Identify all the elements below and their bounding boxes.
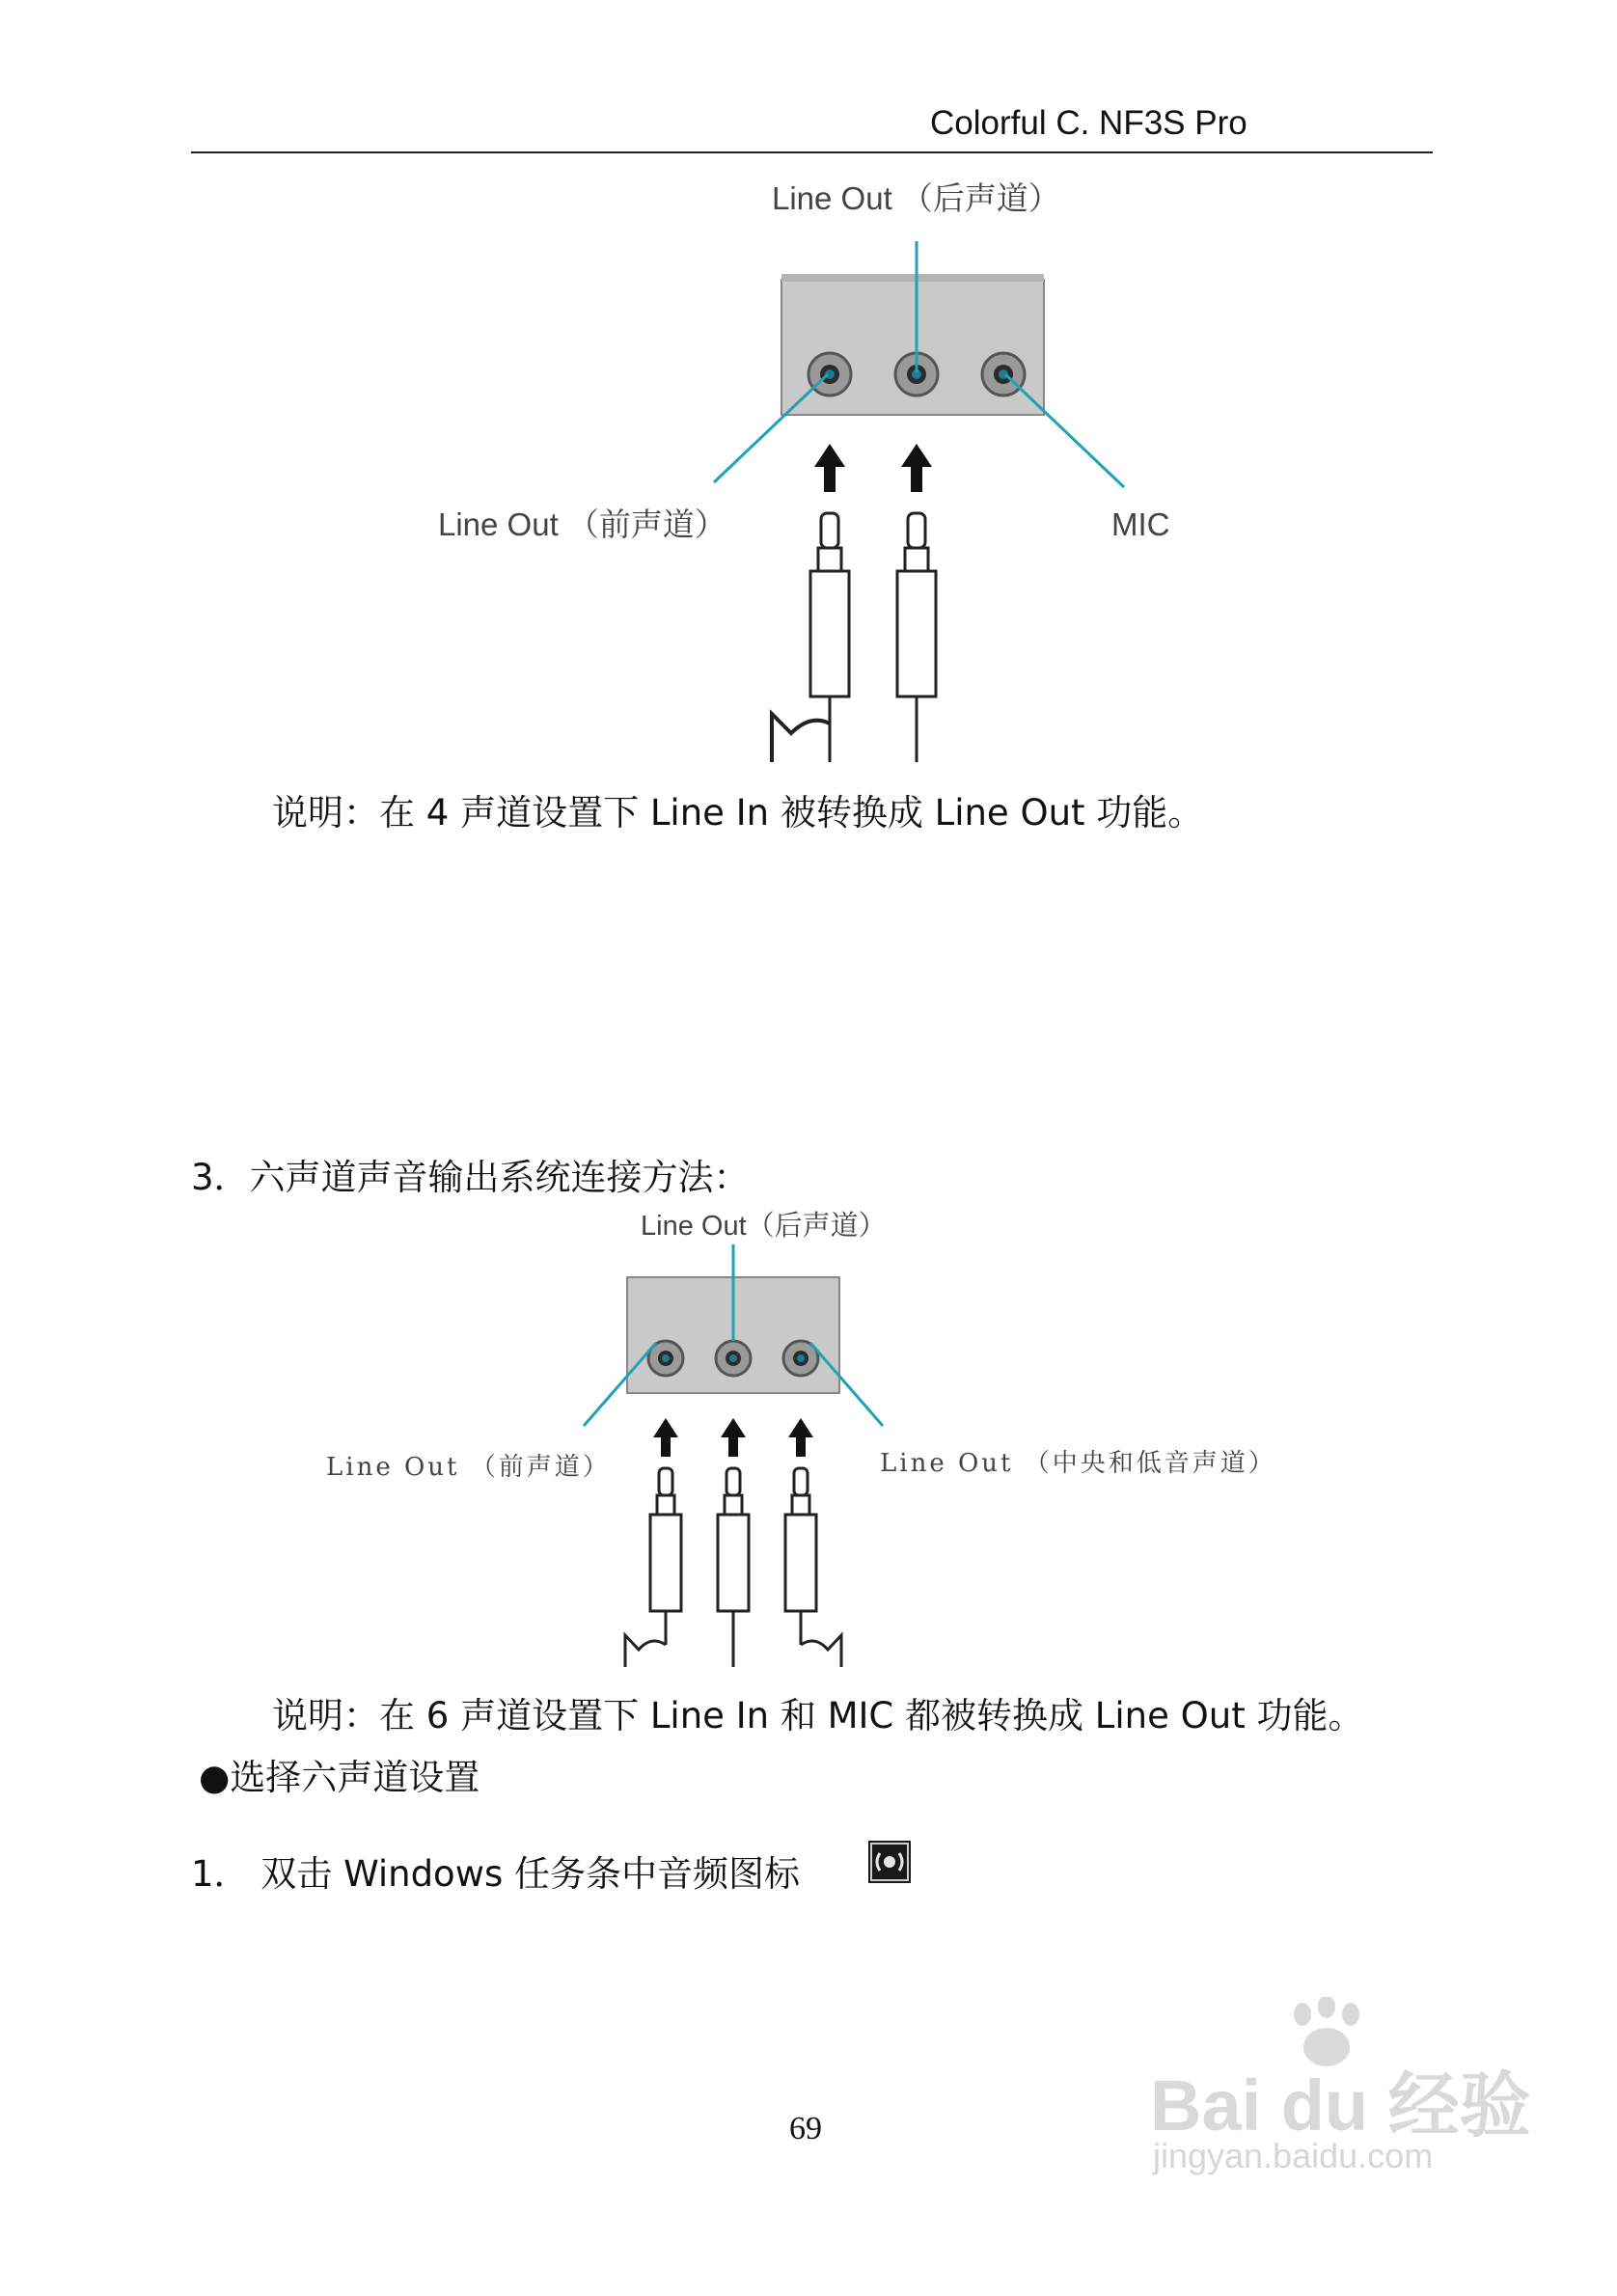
section-heading-6-channel: 3．六声道声音输出系统连接方法： xyxy=(191,1157,750,1198)
watermark-url: jingyan.baidu.com xyxy=(1153,2136,1434,2175)
fig2-label-front: Line Out （前声道） xyxy=(326,1453,611,1482)
page-number: 69 xyxy=(789,2111,822,2146)
fig1-label-mic: MIC xyxy=(1111,506,1170,542)
page-header-title: Colorful C. NF3S Pro xyxy=(930,104,1247,142)
watermark-brand: Bai du 经验 xyxy=(1150,2065,1531,2146)
fig1-label-front: Line Out （前声道） xyxy=(438,506,726,542)
fig1-label-rear: Line Out （后声道） xyxy=(772,180,1060,216)
audio-icon xyxy=(868,1841,911,1883)
step-1-text: 1． 双击 Windows 任务条中音频图标 xyxy=(191,1853,800,1895)
caption-6-channel: 说明：在 6 声道设置下 Line In 和 MIC 都被转换成 Line Out 功能。 xyxy=(272,1695,1364,1736)
bullet-select-6-channel: ●选择六声道设置 xyxy=(199,1757,480,1798)
fig2-label-center-bass: Line Out （中央和低音声道） xyxy=(880,1449,1276,1478)
fig2-label-rear: Line Out（后声道） xyxy=(641,1211,887,1242)
caption-4-channel: 说明：在 4 声道设置下 Line In 被转换成 Line Out 功能。 xyxy=(272,792,1204,834)
